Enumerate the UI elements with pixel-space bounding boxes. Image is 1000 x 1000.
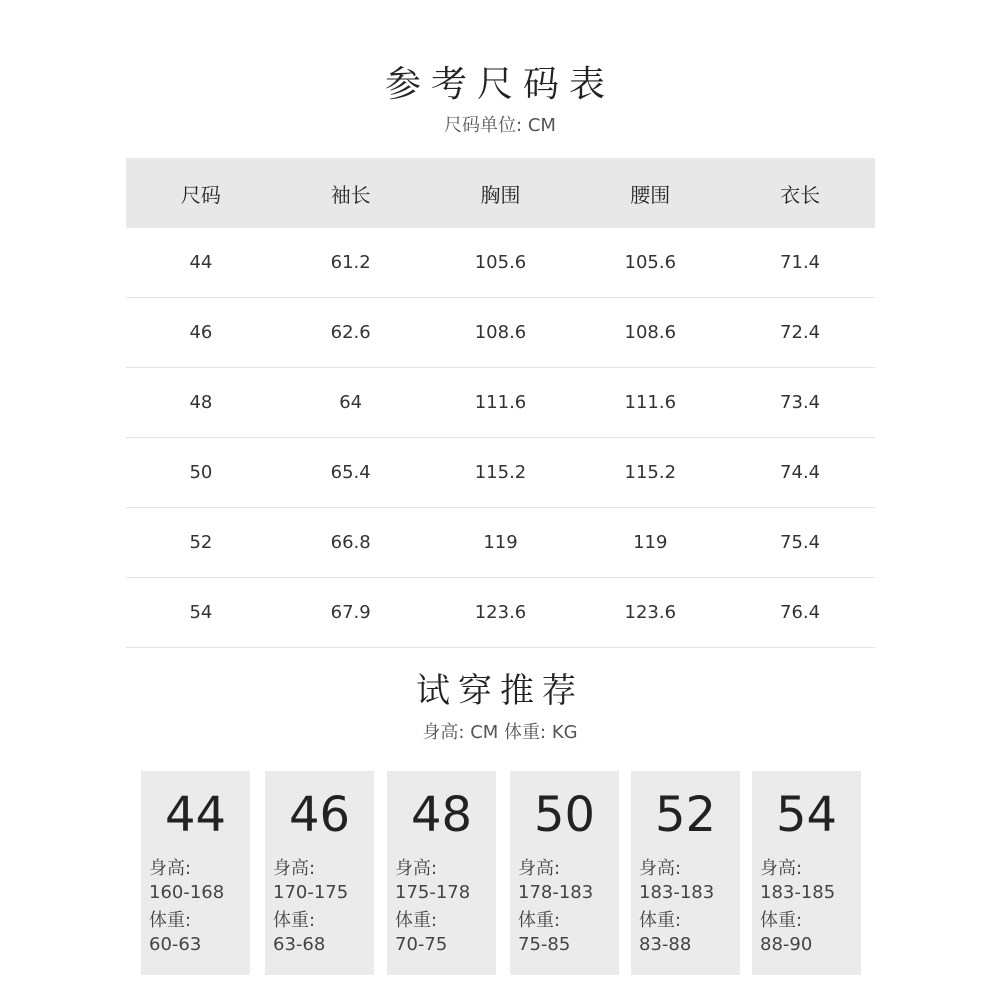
card-height-label: 身高: — [518, 858, 561, 879]
size-chart-unit-note: 尺码单位: CM — [444, 115, 556, 136]
column-header-sleeve-length: 袖长 — [276, 158, 426, 228]
card-weight-value: 83-88 — [639, 934, 692, 955]
table-cell: 75.4 — [725, 508, 875, 578]
card-height-label: 身高: — [395, 858, 438, 879]
table-cell: 66.8 — [276, 508, 426, 578]
card-size-label: 46 — [288, 787, 351, 843]
column-header-waist: 腰围 — [575, 158, 725, 228]
card-weight-value: 88-90 — [760, 934, 813, 955]
table-cell: 54 — [126, 578, 276, 648]
recommend-card-46 — [265, 771, 374, 975]
recommend-unit-note: 身高: CM 体重: KG — [422, 722, 578, 743]
card-size-label: 44 — [164, 787, 227, 843]
recommend-card-44 — [141, 771, 250, 975]
card-height-label: 身高: — [760, 858, 803, 879]
table-cell: 119 — [426, 508, 576, 578]
recommend-card-52 — [631, 771, 740, 975]
card-weight-label: 体重: — [395, 910, 438, 931]
table-row — [126, 578, 875, 648]
card-weight-label: 体重: — [149, 910, 192, 931]
table-cell: 50 — [126, 438, 276, 508]
recommend-card-48 — [387, 771, 496, 975]
table-row — [126, 298, 875, 368]
table-cell: 44 — [126, 228, 276, 298]
card-weight-value: 75-85 — [518, 934, 571, 955]
card-height-label: 身高: — [639, 858, 682, 879]
card-height-value: 183-185 — [760, 882, 836, 903]
table-cell: 65.4 — [276, 438, 426, 508]
table-cell: 115.2 — [575, 438, 725, 508]
column-header-garment-length: 衣长 — [725, 158, 875, 228]
table-row — [126, 368, 875, 438]
card-weight-value: 60-63 — [149, 934, 202, 955]
table-cell: 71.4 — [725, 228, 875, 298]
recommend-card-54 — [752, 771, 861, 975]
card-height-value: 160-168 — [149, 882, 225, 903]
table-cell: 111.6 — [426, 368, 576, 438]
card-size-label: 50 — [533, 787, 596, 843]
card-size-label: 48 — [410, 787, 473, 843]
card-weight-label: 体重: — [639, 910, 682, 931]
table-cell: 123.6 — [426, 578, 576, 648]
card-weight-label: 体重: — [518, 910, 561, 931]
table-cell: 108.6 — [426, 298, 576, 368]
card-weight-label: 体重: — [273, 910, 316, 931]
card-height-value: 175-178 — [395, 882, 471, 903]
table-cell: 108.6 — [575, 298, 725, 368]
recommend-title: 试穿推荐 — [416, 671, 584, 711]
table-cell: 115.2 — [426, 438, 576, 508]
table-cell: 61.2 — [276, 228, 426, 298]
table-cell: 72.4 — [725, 298, 875, 368]
table-cell: 105.6 — [426, 228, 576, 298]
table-cell: 62.6 — [276, 298, 426, 368]
table-cell: 76.4 — [725, 578, 875, 648]
table-cell: 46 — [126, 298, 276, 368]
column-header-size: 尺码 — [126, 158, 276, 228]
card-weight-value: 70-75 — [395, 934, 448, 955]
table-row — [126, 508, 875, 578]
table-cell: 111.6 — [575, 368, 725, 438]
card-weight-label: 体重: — [760, 910, 803, 931]
table-cell: 74.4 — [725, 438, 875, 508]
card-height-label: 身高: — [273, 858, 316, 879]
column-header-chest: 胸围 — [426, 158, 576, 228]
table-header-row — [126, 158, 875, 228]
table-cell: 123.6 — [575, 578, 725, 648]
card-height-value: 183-183 — [639, 882, 715, 903]
card-size-label: 54 — [775, 787, 838, 843]
table-cell: 119 — [575, 508, 725, 578]
card-height-label: 身高: — [149, 858, 192, 879]
card-height-value: 178-183 — [518, 882, 594, 903]
table-row — [126, 438, 875, 508]
table-cell: 64 — [276, 368, 426, 438]
size-chart-table — [126, 158, 875, 648]
table-cell: 73.4 — [725, 368, 875, 438]
size-chart-title: 参考尺码表 — [384, 64, 615, 105]
card-weight-value: 63-68 — [273, 934, 326, 955]
table-row — [126, 228, 875, 298]
table-cell: 67.9 — [276, 578, 426, 648]
card-size-label: 52 — [654, 787, 717, 843]
table-cell: 105.6 — [575, 228, 725, 298]
recommend-card-50 — [510, 771, 619, 975]
table-cell: 48 — [126, 368, 276, 438]
card-height-value: 170-175 — [273, 882, 349, 903]
table-cell: 52 — [126, 508, 276, 578]
